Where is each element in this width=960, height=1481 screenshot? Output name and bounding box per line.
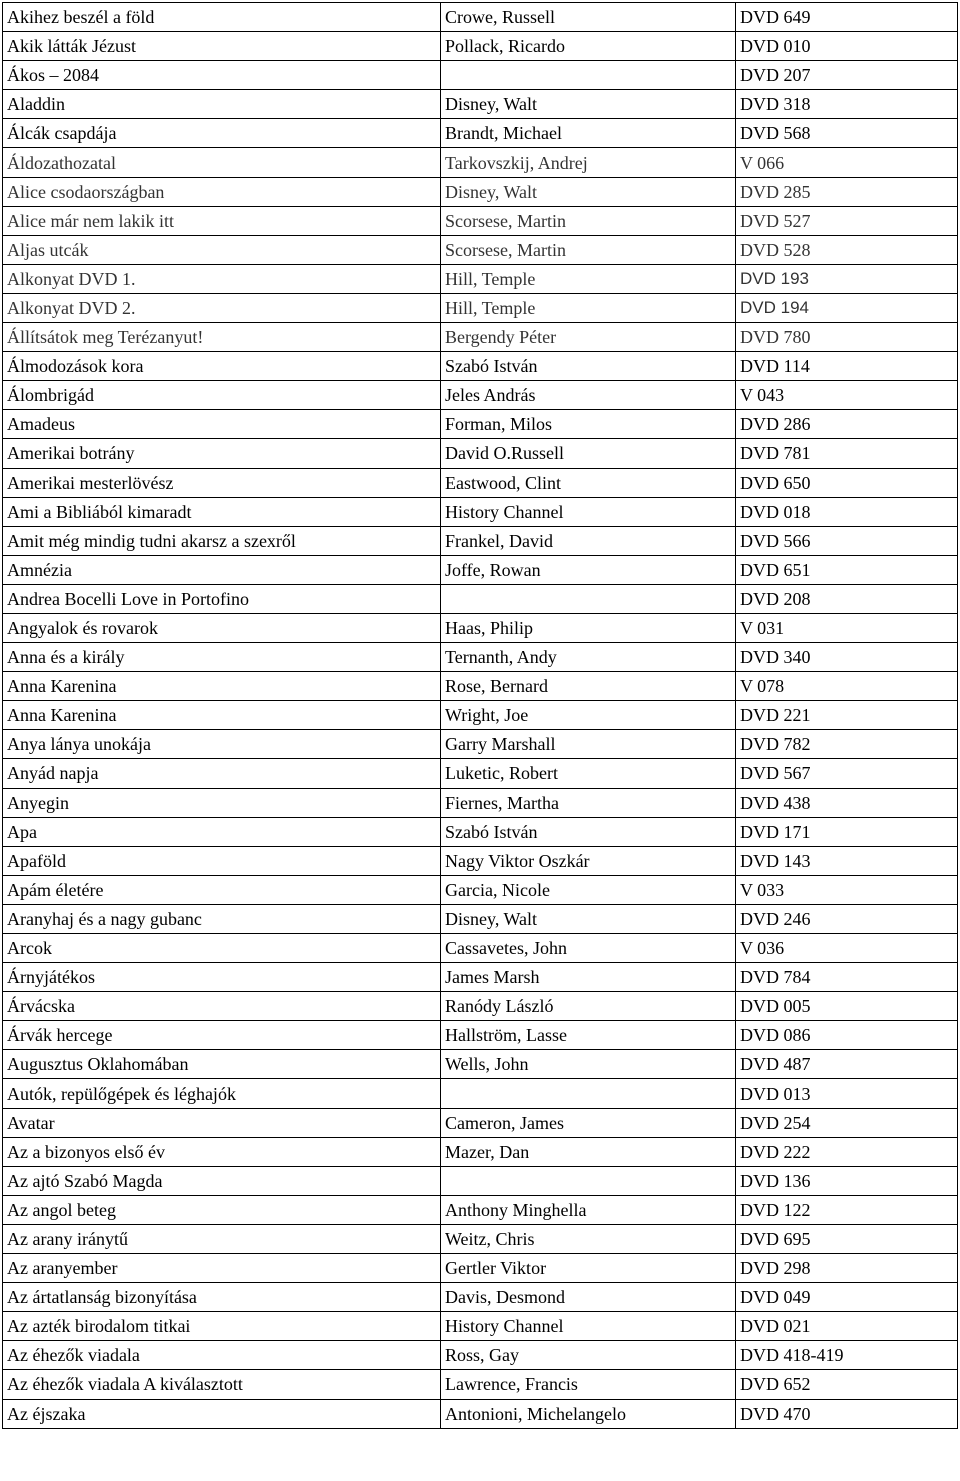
movie-title-cell: Apa — [3, 817, 441, 846]
director-cell: Brandt, Michael — [441, 119, 736, 148]
movie-title-cell: Árnyjátékos — [3, 963, 441, 992]
table-row — [3, 846, 958, 875]
director-cell: Davis, Desmond — [441, 1283, 736, 1312]
table-row — [3, 1050, 958, 1079]
movie-title-cell: Az a bizonyos első év — [3, 1137, 441, 1166]
table-row — [3, 1283, 958, 1312]
table-row — [3, 555, 958, 584]
director-cell: Wells, John — [441, 1050, 736, 1079]
table-row — [3, 701, 958, 730]
movie-title-cell: Apám életére — [3, 875, 441, 904]
director-cell: Wright, Joe — [441, 701, 736, 730]
table-row — [3, 875, 958, 904]
movie-title-cell: Álmodozások kora — [3, 352, 441, 381]
movie-title-cell: Az éhezők viadala A kiválasztott — [3, 1370, 441, 1399]
director-cell: Joffe, Rowan — [441, 555, 736, 584]
table-row — [3, 672, 958, 701]
catalog-code-cell: DVD 487 — [736, 1050, 958, 1079]
movie-title-cell: Amerikai mesterlövész — [3, 468, 441, 497]
director-cell: Hallström, Lasse — [441, 1021, 736, 1050]
catalog-code-cell: V 033 — [736, 875, 958, 904]
movie-title-cell: Anna Karenina — [3, 701, 441, 730]
table-row — [3, 61, 958, 90]
movie-title-cell: Álombrigád — [3, 381, 441, 410]
movie-title-cell: Alice csodaországban — [3, 177, 441, 206]
director-cell: Mazer, Dan — [441, 1137, 736, 1166]
catalog-code-cell: DVD 136 — [736, 1166, 958, 1195]
movie-title-cell: Arcok — [3, 934, 441, 963]
table-row — [3, 730, 958, 759]
table-row — [3, 1079, 958, 1108]
catalog-code-cell: DVD 114 — [736, 352, 958, 381]
movie-title-cell: Anyád napja — [3, 759, 441, 788]
table-row — [3, 613, 958, 642]
movie-title-cell: Árvácska — [3, 992, 441, 1021]
table-row — [3, 904, 958, 933]
director-cell — [441, 1166, 736, 1195]
catalog-code-cell: DVD 780 — [736, 323, 958, 352]
director-cell: Scorsese, Martin — [441, 206, 736, 235]
movie-title-cell: Avatar — [3, 1108, 441, 1137]
director-cell: Fiernes, Martha — [441, 788, 736, 817]
director-cell: Scorsese, Martin — [441, 235, 736, 264]
table-row — [3, 235, 958, 264]
movie-title-cell: Aladdin — [3, 90, 441, 119]
table-row — [3, 1341, 958, 1370]
table-row — [3, 32, 958, 61]
director-cell: Crowe, Russell — [441, 3, 736, 32]
movie-title-cell: Akik látták Jézust — [3, 32, 441, 61]
director-cell: Gertler Viktor — [441, 1254, 736, 1283]
director-cell: Hill, Temple — [441, 264, 736, 293]
director-cell: Szabó István — [441, 817, 736, 846]
catalog-code-cell: DVD 208 — [736, 584, 958, 613]
director-cell: Hill, Temple — [441, 293, 736, 322]
catalog-code-cell: DVD 171 — [736, 817, 958, 846]
catalog-code-cell: DVD 438 — [736, 788, 958, 817]
movie-title-cell: Anyegin — [3, 788, 441, 817]
catalog-code-cell: V 043 — [736, 381, 958, 410]
table-row — [3, 1021, 958, 1050]
table-row — [3, 584, 958, 613]
table-row — [3, 1224, 958, 1253]
movie-title-cell: Az aranyember — [3, 1254, 441, 1283]
table-row — [3, 148, 958, 177]
movie-title-cell: Angyalok és rovarok — [3, 613, 441, 642]
catalog-code-cell: DVD 418-419 — [736, 1341, 958, 1370]
catalog-body — [3, 3, 958, 1429]
table-row — [3, 352, 958, 381]
movie-title-cell: Aranyhaj és a nagy gubanc — [3, 904, 441, 933]
movie-title-cell: Alkonyat DVD 2. — [3, 293, 441, 322]
table-row — [3, 177, 958, 206]
table-row — [3, 323, 958, 352]
director-cell: Eastwood, Clint — [441, 468, 736, 497]
table-row — [3, 963, 958, 992]
catalog-code-cell: DVD 122 — [736, 1195, 958, 1224]
movie-title-cell: Az ártatlanság bizonyítása — [3, 1283, 441, 1312]
table-row — [3, 759, 958, 788]
catalog-code-cell: DVD 222 — [736, 1137, 958, 1166]
movie-title-cell: Akihez beszél a föld — [3, 3, 441, 32]
table-row — [3, 468, 958, 497]
table-row — [3, 3, 958, 32]
director-cell: Bergendy Péter — [441, 323, 736, 352]
director-cell: Ranódy László — [441, 992, 736, 1021]
catalog-code-cell: DVD 340 — [736, 643, 958, 672]
catalog-code-cell: V 066 — [736, 148, 958, 177]
catalog-code-cell: DVD 207 — [736, 61, 958, 90]
table-row — [3, 1399, 958, 1428]
director-cell: Haas, Philip — [441, 613, 736, 642]
catalog-code-cell: DVD 021 — [736, 1312, 958, 1341]
movie-title-cell: Az éhezők viadala — [3, 1341, 441, 1370]
catalog-code-cell: V 031 — [736, 613, 958, 642]
movie-title-cell: Amit még mindig tudni akarsz a szexről — [3, 526, 441, 555]
movie-title-cell: Az angol beteg — [3, 1195, 441, 1224]
catalog-code-cell: DVD 254 — [736, 1108, 958, 1137]
catalog-code-cell: DVD 650 — [736, 468, 958, 497]
catalog-code-cell: DVD 695 — [736, 1224, 958, 1253]
catalog-code-cell: DVD 005 — [736, 992, 958, 1021]
director-cell: Frankel, David — [441, 526, 736, 555]
catalog-code-cell: DVD 086 — [736, 1021, 958, 1050]
catalog-code-cell: DVD 194 — [736, 293, 958, 322]
table-row — [3, 264, 958, 293]
director-cell — [441, 61, 736, 90]
table-row — [3, 1137, 958, 1166]
director-cell: Cameron, James — [441, 1108, 736, 1137]
catalog-code-cell: DVD 528 — [736, 235, 958, 264]
director-cell: Luketic, Robert — [441, 759, 736, 788]
table-row — [3, 381, 958, 410]
catalog-code-cell: DVD 527 — [736, 206, 958, 235]
table-row — [3, 1370, 958, 1399]
movie-title-cell: Áldozathozatal — [3, 148, 441, 177]
movie-title-cell: Amnézia — [3, 555, 441, 584]
director-cell: Cassavetes, John — [441, 934, 736, 963]
table-row — [3, 1108, 958, 1137]
director-cell: Szabó István — [441, 352, 736, 381]
table-row — [3, 90, 958, 119]
director-cell: Disney, Walt — [441, 904, 736, 933]
movie-title-cell: Állítsátok meg Terézanyut! — [3, 323, 441, 352]
table-row — [3, 293, 958, 322]
table-row — [3, 643, 958, 672]
movie-title-cell: Andrea Bocelli Love in Portofino — [3, 584, 441, 613]
catalog-code-cell: DVD 010 — [736, 32, 958, 61]
director-cell: Garcia, Nicole — [441, 875, 736, 904]
catalog-code-cell: DVD 285 — [736, 177, 958, 206]
table-row — [3, 439, 958, 468]
movie-title-cell: Apaföld — [3, 846, 441, 875]
movie-title-cell: Aljas utcák — [3, 235, 441, 264]
catalog-code-cell: DVD 470 — [736, 1399, 958, 1428]
table-row — [3, 497, 958, 526]
catalog-code-cell: DVD 566 — [736, 526, 958, 555]
director-cell: Lawrence, Francis — [441, 1370, 736, 1399]
catalog-code-cell: DVD 018 — [736, 497, 958, 526]
table-row — [3, 934, 958, 963]
table-row — [3, 410, 958, 439]
catalog-code-cell: V 078 — [736, 672, 958, 701]
table-row — [3, 992, 958, 1021]
director-cell: Jeles András — [441, 381, 736, 410]
table-row — [3, 206, 958, 235]
director-cell: Ross, Gay — [441, 1341, 736, 1370]
catalog-code-cell: DVD 781 — [736, 439, 958, 468]
table-row — [3, 817, 958, 846]
table-row — [3, 119, 958, 148]
catalog-code-cell: DVD 143 — [736, 846, 958, 875]
table-row — [3, 788, 958, 817]
catalog-code-cell: DVD 049 — [736, 1283, 958, 1312]
table-row — [3, 526, 958, 555]
table-row — [3, 1195, 958, 1224]
catalog-code-cell: DVD 784 — [736, 963, 958, 992]
director-cell: Rose, Bernard — [441, 672, 736, 701]
dvd-catalog-table — [2, 2, 958, 1429]
director-cell: Antonioni, Michelangelo — [441, 1399, 736, 1428]
movie-title-cell: Álcák csapdája — [3, 119, 441, 148]
director-cell: Forman, Milos — [441, 410, 736, 439]
director-cell: Disney, Walt — [441, 177, 736, 206]
director-cell: Ternanth, Andy — [441, 643, 736, 672]
table-row — [3, 1166, 958, 1195]
movie-title-cell: Az arany iránytű — [3, 1224, 441, 1253]
catalog-code-cell: DVD 567 — [736, 759, 958, 788]
catalog-code-cell: DVD 652 — [736, 1370, 958, 1399]
director-cell — [441, 1079, 736, 1108]
movie-title-cell: Alice már nem lakik itt — [3, 206, 441, 235]
director-cell: Nagy Viktor Oszkár — [441, 846, 736, 875]
catalog-code-cell: DVD 013 — [736, 1079, 958, 1108]
movie-title-cell: Amadeus — [3, 410, 441, 439]
movie-title-cell: Az éjszaka — [3, 1399, 441, 1428]
movie-title-cell: Augusztus Oklahomában — [3, 1050, 441, 1079]
movie-title-cell: Anna és a király — [3, 643, 441, 672]
catalog-code-cell: DVD 246 — [736, 904, 958, 933]
director-cell: Tarkovszkij, Andrej — [441, 148, 736, 177]
movie-title-cell: Árvák hercege — [3, 1021, 441, 1050]
catalog-code-cell: DVD 286 — [736, 410, 958, 439]
director-cell: James Marsh — [441, 963, 736, 992]
director-cell: History Channel — [441, 497, 736, 526]
movie-title-cell: Ákos – 2084 — [3, 61, 441, 90]
director-cell: Pollack, Ricardo — [441, 32, 736, 61]
catalog-code-cell: DVD 782 — [736, 730, 958, 759]
movie-title-cell: Amerikai botrány — [3, 439, 441, 468]
catalog-code-cell: DVD 193 — [736, 264, 958, 293]
director-cell: Anthony Minghella — [441, 1195, 736, 1224]
catalog-code-cell: DVD 221 — [736, 701, 958, 730]
movie-title-cell: Anya lánya unokája — [3, 730, 441, 759]
movie-title-cell: Az ajtó Szabó Magda — [3, 1166, 441, 1195]
catalog-code-cell: V 036 — [736, 934, 958, 963]
director-cell: David O.Russell — [441, 439, 736, 468]
director-cell: History Channel — [441, 1312, 736, 1341]
movie-title-cell: Autók, repülőgépek és léghajók — [3, 1079, 441, 1108]
catalog-code-cell: DVD 318 — [736, 90, 958, 119]
catalog-code-cell: DVD 568 — [736, 119, 958, 148]
director-cell: Disney, Walt — [441, 90, 736, 119]
movie-title-cell: Alkonyat DVD 1. — [3, 264, 441, 293]
table-row — [3, 1312, 958, 1341]
movie-title-cell: Ami a Bibliából kimaradt — [3, 497, 441, 526]
movie-title-cell: Az azték birodalom titkai — [3, 1312, 441, 1341]
catalog-code-cell: DVD 298 — [736, 1254, 958, 1283]
catalog-code-cell: DVD 649 — [736, 3, 958, 32]
table-row — [3, 1254, 958, 1283]
movie-title-cell: Anna Karenina — [3, 672, 441, 701]
catalog-code-cell: DVD 651 — [736, 555, 958, 584]
director-cell: Weitz, Chris — [441, 1224, 736, 1253]
director-cell: Garry Marshall — [441, 730, 736, 759]
director-cell — [441, 584, 736, 613]
